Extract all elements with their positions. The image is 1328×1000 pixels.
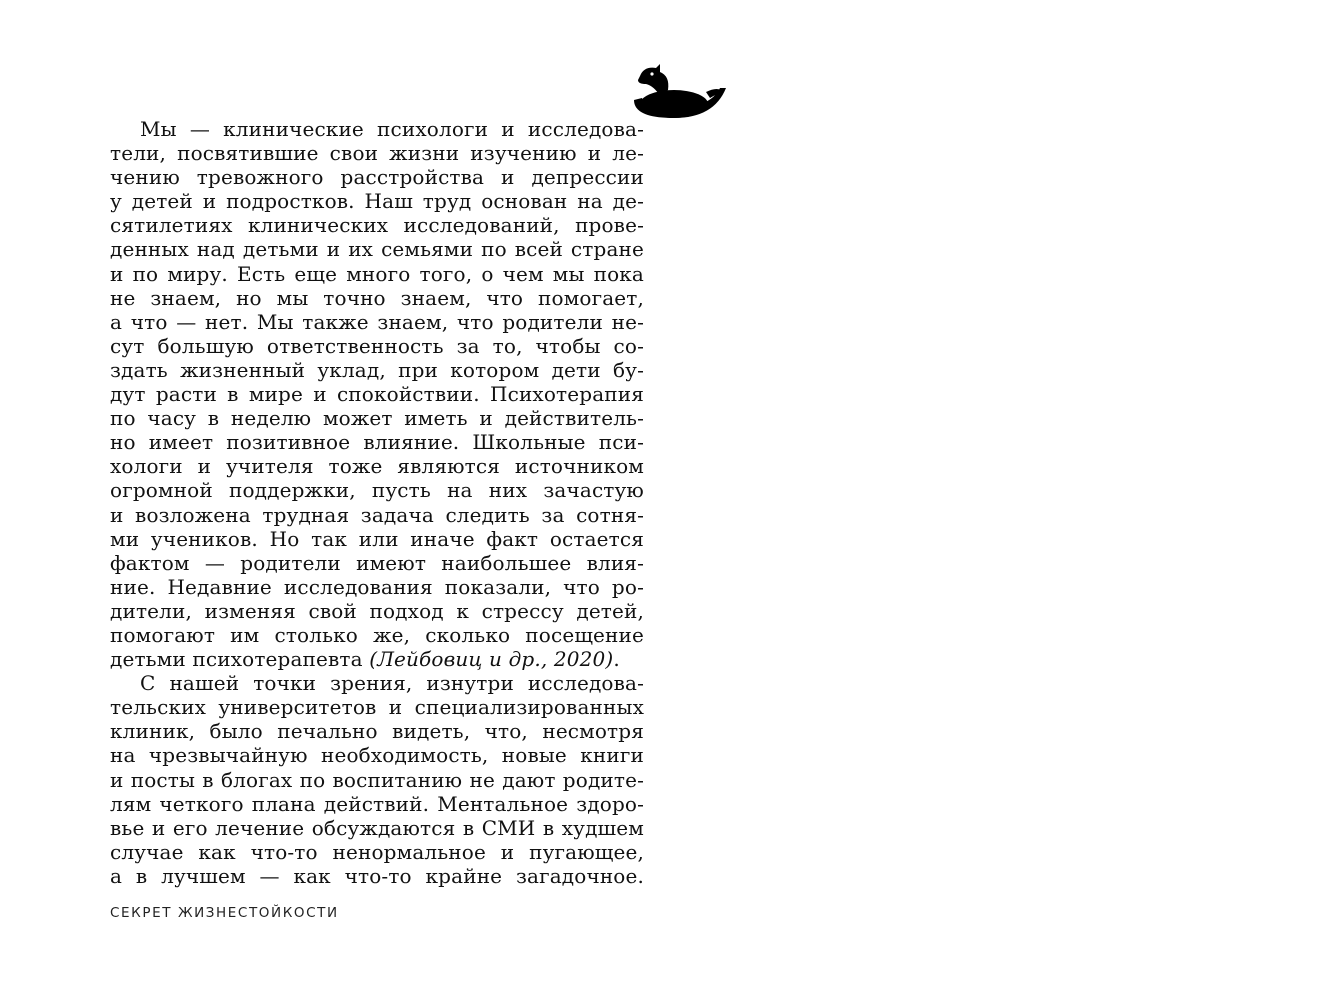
text-line: клиник, было печально видеть, что, несмотря <box>110 719 644 744</box>
text-line: по часу в неделю может иметь и действитель- <box>110 406 644 431</box>
text-line: а в лучшем — как что-то крайне загадочное. <box>110 863 644 888</box>
text-line: помогают им столько же, сколько посещение <box>110 622 644 647</box>
text-line: тели, посвятившие свои жизни изучению и ле- <box>110 141 644 166</box>
text-line: вье и его лечение обсуждаются в СМИ в худшем <box>110 815 644 840</box>
page-number-badge <box>630 62 1319 172</box>
text-line: ние. Недавние исследования показали, что ро- <box>110 574 644 599</box>
text-line: огромной поддержки, пусть на них зачастую <box>110 478 644 503</box>
text-line: но имеет позитивное влияние. Школьные пси- <box>110 430 644 455</box>
text-line: и посты в блогах по воспитанию не дают родите- <box>110 767 644 792</box>
text-line: хологи и учителя тоже являются источником <box>110 454 644 479</box>
text-line <box>110 647 644 671</box>
page-number: 11 <box>1301 157 1319 172</box>
text-line: и по миру. Есть еще много того, о чем мы пока <box>110 261 644 286</box>
text-line: здать жизненный уклад, при котором дети бу- <box>110 357 644 382</box>
text-line: у детей и подростков. Наш труд основан на де- <box>110 189 644 214</box>
text-line: лям четкого плана действий. Ментальное здоро- <box>110 791 644 816</box>
text-line: фактом — родители имеют наибольшее влия- <box>110 550 644 575</box>
text-line: сут большую ответственность за то, чтобы со- <box>110 333 644 358</box>
text-line: дители, изменяя свой подход к стрессу детей, <box>110 598 644 623</box>
text-line: на чрезвычайную необходимость, новые книги <box>110 743 644 768</box>
text-line: тельских университетов и специализированных <box>110 695 644 720</box>
rocking-horse-icon <box>630 62 730 120</box>
text-line: ми учеников. Но так или иначе факт остается <box>110 526 644 551</box>
running-footer: СЕКРЕТ ЖИЗНЕСТОЙКОСТИ <box>110 905 339 921</box>
text-line: сятилетиях клинических исследований, прове- <box>110 213 644 238</box>
text-fragment: детьми психотерапевта <box>110 647 363 672</box>
text-line: денных над детьми и их семьями по всей стране <box>110 237 644 262</box>
text-line: а что — нет. Мы также знаем, что родители не- <box>110 309 644 334</box>
text-fragment: . <box>613 647 620 672</box>
text-line: С нашей точки зрения, изнутри исследова- <box>140 671 644 696</box>
text-line: не знаем, но мы точно знаем, что помогает, <box>110 285 644 310</box>
text-line: случае как что-то ненормальное и пугающее, <box>110 839 644 864</box>
text-line: Мы — клинические психологи и исследова- <box>140 117 644 141</box>
text-line: и возложена трудная задача следить за сотня- <box>110 502 644 527</box>
text-line: дут расти в мире и спокойствии. Психотерапия <box>110 382 644 407</box>
text-line: чению тревожного расстройства и депрессии <box>110 165 644 190</box>
citation: (Лейбовиц и др., 2020) <box>369 647 614 672</box>
body-text <box>110 117 644 888</box>
